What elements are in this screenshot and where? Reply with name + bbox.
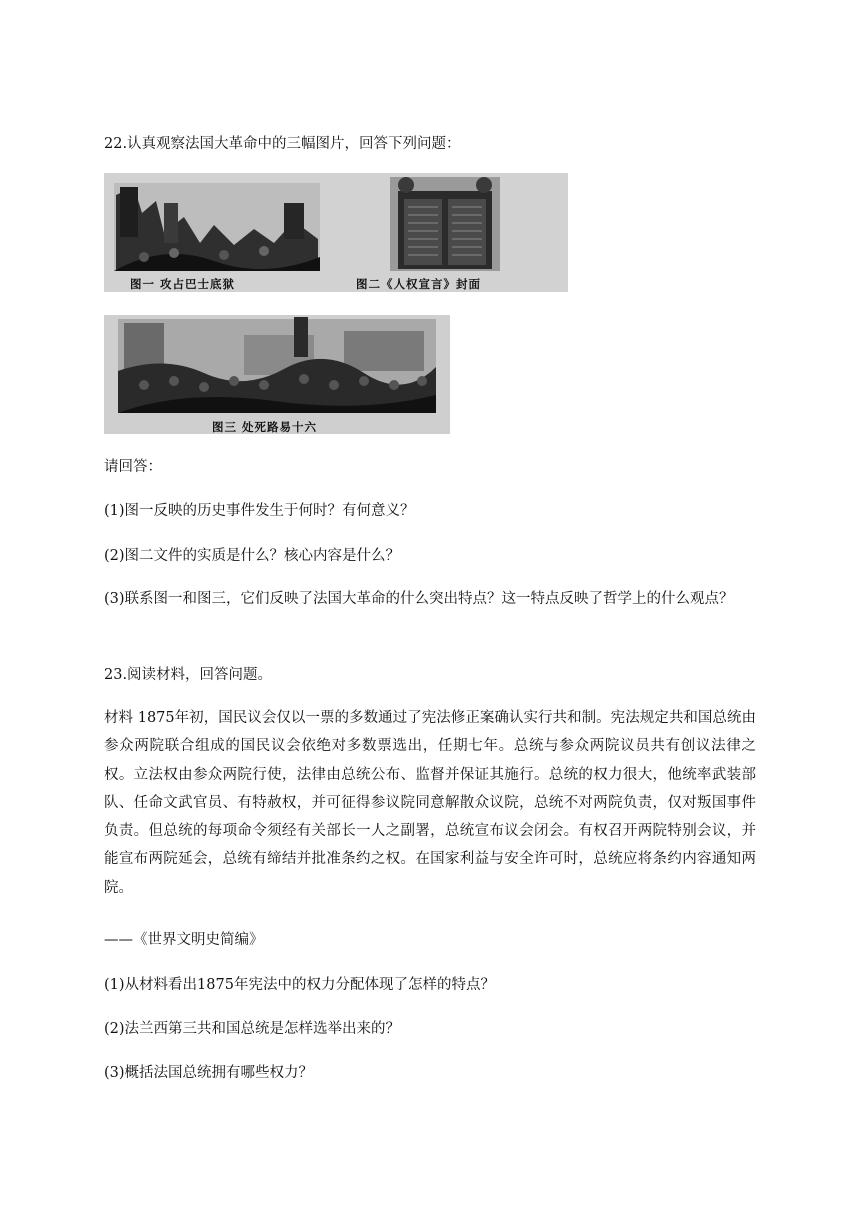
q23-material: 材料 1875年初，国民议会仅以一票的多数通过了宪法修正案确认实行共和制。宪法规定共和国总统由参众两院联合组成的国民议会依绝对多数票选出，任期七年。总统与参众两院议员共有创议法律之权。立法权由参众两院行使，法律由总统公布、监督并保证其施行。总统的权力很大，他统率武装部队、任命文武官员、有特赦权，并可征得参议院同意解散众议院，总统不对两院负责，仅对叛国事件负责。但总统的每项命令须经有关部长一人之副署，总统宣布议会闭会。有权召开两院特别会议，并能宣布两院延会，总统有缔结并批准条约之权。在国家利益与安全许可时，总统应将条约内容通知两院。 xyxy=(104,710,756,896)
q22-stem: 22.认真观察法国大革命中的三幅图片，回答下列问题： xyxy=(104,136,461,152)
figure-3-image xyxy=(104,315,450,434)
q23-subquestion-3: (3)概括法国总统拥有哪些权力？ xyxy=(104,1065,314,1081)
q23-source: ——《世界文明史简编》 xyxy=(104,932,264,948)
q23-subquestion-2: (2)法兰西第三共和国总统是怎样选举出来的？ xyxy=(104,1021,401,1037)
figure-1-2-illustration xyxy=(104,173,568,292)
q22-subquestion-2: (2)图二文件的实质是什么？核心内容是什么？ xyxy=(104,548,401,564)
figure-3-illustration xyxy=(104,315,450,434)
q23-subquestion-1: (1)从材料看出1875年宪法中的权力分配体现了怎样的特点？ xyxy=(104,977,495,993)
figure-1-caption: 图一 攻占巴士底狱 xyxy=(130,277,236,291)
figure-3-caption: 图三 处死路易十六 xyxy=(212,420,318,434)
figure-2-caption: 图二《人权宣言》封面 xyxy=(356,277,481,291)
q22-subquestion-1: (1)图一反映的历史事件发生于何时？有何意义？ xyxy=(104,503,415,519)
q23-stem: 23.阅读材料，回答问题。 xyxy=(104,667,273,683)
figure-1-2-image xyxy=(104,173,568,292)
q22-prompt: 请回答： xyxy=(104,459,162,475)
q22-subquestion-3: (3)联系图一和图三，它们反映了法国大革命的什么突出特点？这一特点反映了哲学上的什么观点？ xyxy=(104,591,734,607)
